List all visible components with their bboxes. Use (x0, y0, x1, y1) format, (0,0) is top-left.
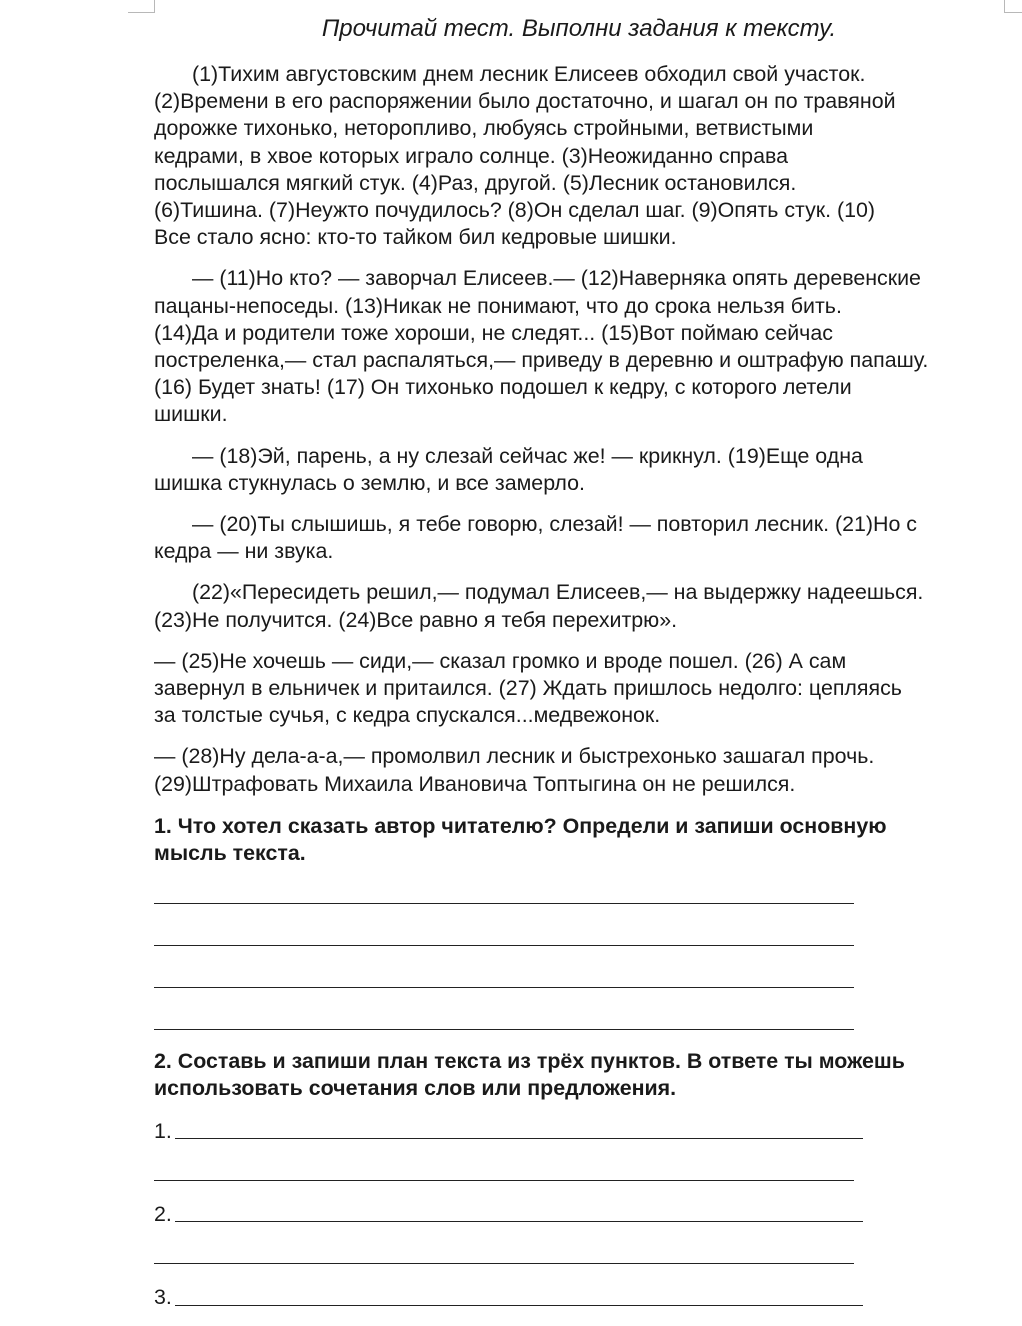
paragraph-4 (154, 511, 1009, 565)
text-line: (22)«Пересидеть решил,— подумал Елисеев,— на выдержку надеешься. (192, 580, 924, 605)
text-line: Все стало ясно: кто-то тайком бил кедровые шишки. (154, 225, 677, 250)
text-line: завернул в ельничек и притаился. (27) Ждать пришлось недолго: цепляясь (154, 676, 902, 701)
paragraph-2 (154, 265, 1009, 428)
text-line: пацаны-непоседы. (13)Никак не понимают, что до срока нельзя бить. (154, 293, 842, 318)
answer-line-4[interactable] (154, 1029, 854, 1030)
plan-item-number-3: 3. (154, 1285, 172, 1309)
text-line: за толстые сучья, с кедра спускался...медвежонок. (154, 703, 661, 728)
question-line: 1. Что хотел сказать автор читателю? Определи и запиши основную (154, 814, 887, 838)
text-line: (1)Тихим августовским днем лесник Елисеев обходил свой участок. (192, 62, 866, 86)
question-line: мысль текста. (154, 841, 306, 866)
answer-line-2[interactable] (154, 945, 854, 946)
plan-line-2-continued[interactable] (154, 1263, 854, 1264)
question-2 (154, 1048, 905, 1102)
text-line: (16) Будет знать! (17) Он тихонько подошел к кедру, с которого летели (154, 375, 852, 400)
plan-item-number-1: 1. (154, 1119, 172, 1143)
paragraph-7 (154, 743, 1009, 797)
page-corner-mark-left (128, 0, 155, 13)
plan-line-1[interactable] (175, 1138, 863, 1139)
answer-line-1[interactable] (154, 903, 854, 904)
plan-item-number-2: 2. (154, 1202, 172, 1226)
page-corner-mark-right (1004, 0, 1022, 13)
text-line: — (18)Эй, парень, а ну слезай сейчас же! — крикнул. (19)Еще одна (192, 443, 863, 468)
text-line: кедрами, в хвое которых играло солнце. (3)Неожиданно справа (154, 143, 788, 168)
question-line: 2. Составь и запиши план текста из трёх пунктов. В ответе ты можешь (154, 1049, 905, 1073)
plan-line-2[interactable] (175, 1221, 863, 1222)
text-line: (23)Не получится. (24)Все равно я тебя перехитрю». (154, 607, 678, 632)
question-line: использовать сочетания слов или предложения. (154, 1076, 677, 1101)
answer-line-3[interactable] (154, 987, 854, 988)
text-line: шишки. (154, 402, 228, 427)
text-line: кедра — ни звука. (154, 539, 334, 564)
text-line: — (25)Не хочешь — сиди,— сказал громко и вроде пошел. (26) А сам (154, 648, 847, 673)
text-line: (2)Времени в его распоряжении было достаточно, и шагал он по травяной (154, 89, 896, 114)
text-line: послышался мягкий стук. (4)Раз, другой. (5)Лесник остановился. (154, 170, 797, 195)
paragraph-1 (154, 61, 1009, 251)
plan-line-1-continued[interactable] (154, 1180, 854, 1181)
paragraph-6 (154, 648, 1009, 730)
paragraph-5 (154, 579, 1009, 633)
text-line: дорожке тихонько, неторопливо, любуясь стройными, ветвистыми (154, 116, 814, 141)
plan-line-3[interactable] (175, 1305, 863, 1306)
text-line: — (20)Ты слышишь, я тебе говорю, слезай! — повторил лесник. (21)Но с (192, 512, 918, 537)
text-line: шишка стукнулась о землю, и все замерло. (154, 470, 585, 495)
story-text (154, 61, 1009, 812)
text-line: постреленка,— стал распаляться,— приведу в деревню и оштрафую папашу. (154, 348, 929, 373)
text-line: (6)Тишина. (7)Неужто почудилось? (8)Он сделал шаг. (9)Опять стук. (10) (154, 198, 876, 223)
question-1 (154, 813, 887, 867)
text-line: — (28)Ну дела-а-а,— промолвил лесник и быстрехонько зашагал прочь. (154, 744, 875, 769)
page-title: Прочитай тест. Выполни задания к тексту. (321, 15, 837, 42)
paragraph-3 (154, 443, 1009, 497)
text-line: — (11)Но кто? — заворчал Елисеев.— (12)Наверняка опять деревенские (192, 266, 921, 291)
text-line: (29)Штрафовать Михаила Ивановича Топтыгина он не решился. (154, 771, 796, 796)
text-line: (14)Да и родители тоже хороши, не следят... (15)Вот поймаю сейчас (154, 320, 833, 345)
